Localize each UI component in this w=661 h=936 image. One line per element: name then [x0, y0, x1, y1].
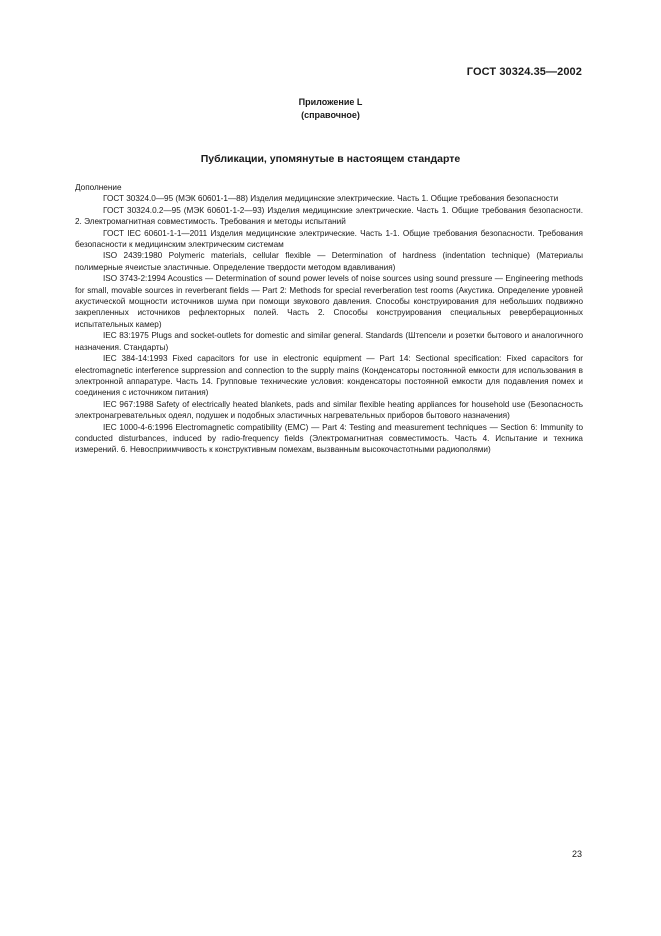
- intro-line: Дополнение: [75, 183, 122, 192]
- document-code: ГОСТ 30324.35—2002: [466, 66, 582, 78]
- section-title: Публикации, упомянутые в настоящем стандарте: [200, 153, 461, 165]
- annex-heading: [0, 96, 661, 122]
- reference-item: ISO 3743-2:1994 Acoustics — Determination of sound power levels of noise sources using sound pressure — Engineering methods for small, movable sources in reverberant fields — Part 2: Methods for special reverberation test rooms (Акустика. Определение уровней акустической мощности источников шума при помощи звукового давления. Способы конструирования для небольших подвижно закрепленных источников рефлекторных полей. Часть 2. Способы конструирования специальных реверберационных испытательных камер): [75, 274, 583, 329]
- references-list: [75, 182, 583, 456]
- reference-item: ISO 2439:1980 Polymeric materials, cellular flexible — Determination of hardness (indentation technique) (Материалы полимерные ячеистые эластичные. Определение твердости методом вдавливания): [75, 251, 583, 272]
- reference-item: IEC 1000-4-6:1996 Electromagnetic compatibility (EMC) — Part 4: Testing and measurement techniques — Section 6: Immunity to conducted disturbances, induced by radio-frequency fields (Электромагнитная совместимость. Часть 4. Испытание и техника измерений. 6. Невосприимчивость к конструктивным помехам, вызванным высокочастотными радиополями): [75, 422, 583, 455]
- annex-subtitle: (справочное): [301, 110, 360, 120]
- reference-item: IEC 384-14:1993 Fixed capacitors for use in electronic equipment — Part 14: Sectional specification: Fixed capacitors for electromagnetic interference suppression and connection to the supply mains (Конденсаторы постоянной емкости для использования в электронной аппаратуре. Часть 14. Групповые технические условия: конденсаторы постоянной емкости для подавления помех и соединения с источником питания): [75, 354, 583, 398]
- reference-item: IEC 83:1975 Plugs and socket-outlets for domestic and similar general. Standards (Штепсели и розетки бытового и аналогичного назначения. Стандарты): [75, 331, 583, 352]
- reference-item: ГОСТ 30324.0.2—95 (МЭК 60601-1-2—93) Изделия медицинские электрические. Часть 1. Общие требования безопасности. 2. Электромагнитная совместимость. Требования и методы испытаний: [75, 205, 583, 227]
- reference-item: ГОСТ 30324.0—95 (МЭК 60601-1—88) Изделия медицинские электрические. Часть 1. Общие требования безопасности: [103, 194, 559, 204]
- reference-item: ГОСТ IEC 60601-1-1—2011 Изделия медицинские электрические. Часть 1-1. Общие требования безопасности. Требования безопасности к медицинским электрическим системам: [75, 228, 583, 250]
- reference-item: IEC 967:1988 Safety of electrically heated blankets, pads and similar flexible heating appliances for household use (Безопасность электронагревательных одеял, подушек и подобных эластичных нагревательных приборов бытового назначения): [75, 399, 583, 421]
- annex-title: Приложение L: [298, 97, 363, 107]
- page-number: 23: [571, 849, 582, 859]
